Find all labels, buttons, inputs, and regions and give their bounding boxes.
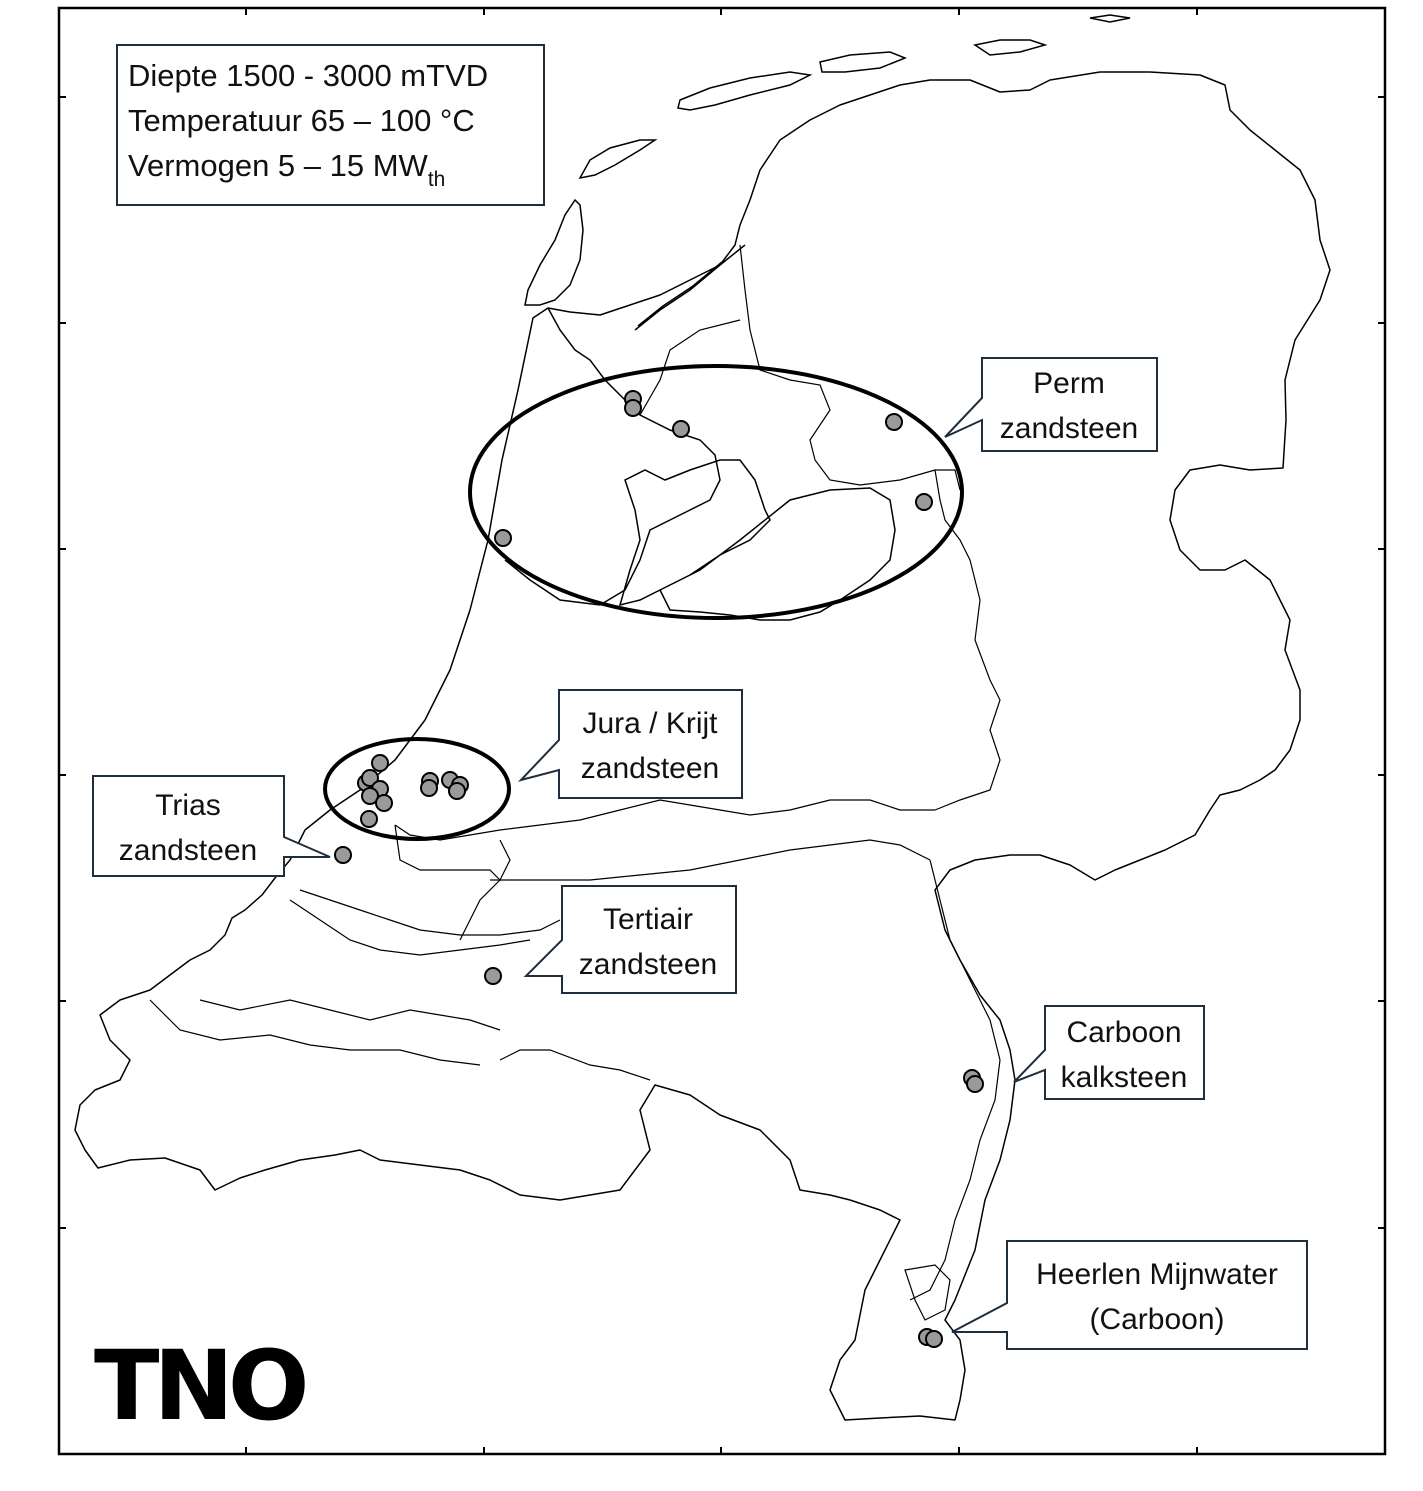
- vlieland: [580, 140, 655, 178]
- site-marker: [886, 414, 902, 430]
- callout-jura-line1: Jura / Krijt: [582, 707, 718, 740]
- callout-perm-line1: Perm: [1033, 367, 1105, 400]
- rottumeroog: [1090, 15, 1130, 22]
- callout-tertiair: [526, 886, 736, 993]
- callout-heerlen-line2: (Carboon): [1089, 1303, 1225, 1336]
- callout-carboon-line2: kalksteen: [1060, 1061, 1188, 1094]
- legend-box: [117, 45, 544, 205]
- callout-trias-line1: Trias: [155, 789, 221, 822]
- callout-trias-line2: zandsteen: [118, 834, 258, 867]
- callout-carboon-line1: Carboon: [1066, 1016, 1182, 1049]
- site-marker: [673, 421, 689, 437]
- site-marker: [485, 968, 501, 984]
- ijsselmeer-coast: [505, 308, 720, 605]
- schiermonnikoog: [975, 40, 1045, 55]
- site-marker: [967, 1076, 983, 1092]
- callout-jura-line2: zandsteen: [580, 752, 720, 785]
- callout-trias: [93, 776, 330, 876]
- site-marker: [376, 795, 392, 811]
- afsluitdijk: [635, 245, 745, 330]
- callout-heerlen: [952, 1241, 1307, 1349]
- site-marker: [372, 755, 388, 771]
- callout-heerlen-line1: Heerlen Mijnwater: [1036, 1258, 1278, 1291]
- site-marker: [449, 783, 465, 799]
- callout-tertiair-line1: Tertiair: [602, 903, 694, 936]
- legend-power-main: Vermogen 5 – 15 MW: [128, 148, 428, 183]
- callout-perm-line2: zandsteen: [999, 412, 1139, 445]
- terschelling: [678, 72, 810, 110]
- callout-perm: [945, 358, 1157, 451]
- legend-depth: Diepte 1500 - 3000 mTVD: [128, 58, 489, 93]
- site-marker: [421, 780, 437, 796]
- callout-jura-krijt: [521, 690, 742, 798]
- legend-temperature: Temperatuur 65 – 100 °C: [128, 103, 475, 138]
- site-marker: [495, 530, 511, 546]
- callout-tertiair-line2: zandsteen: [578, 948, 718, 981]
- jura-krijt-region-ellipse: [325, 739, 509, 839]
- site-marker: [361, 811, 377, 827]
- site-marker: [625, 400, 641, 416]
- site-marker: [335, 847, 351, 863]
- callout-carboon: [1014, 1006, 1204, 1099]
- site-marker: [916, 494, 932, 510]
- legend-power-sub: th: [427, 168, 446, 191]
- geothermal-sites: [335, 391, 983, 1347]
- perm-region-ellipse: [470, 366, 962, 618]
- ameland: [820, 52, 905, 72]
- tno-logo: TNO: [94, 1330, 304, 1442]
- texel: [525, 200, 583, 305]
- site-marker: [926, 1331, 942, 1347]
